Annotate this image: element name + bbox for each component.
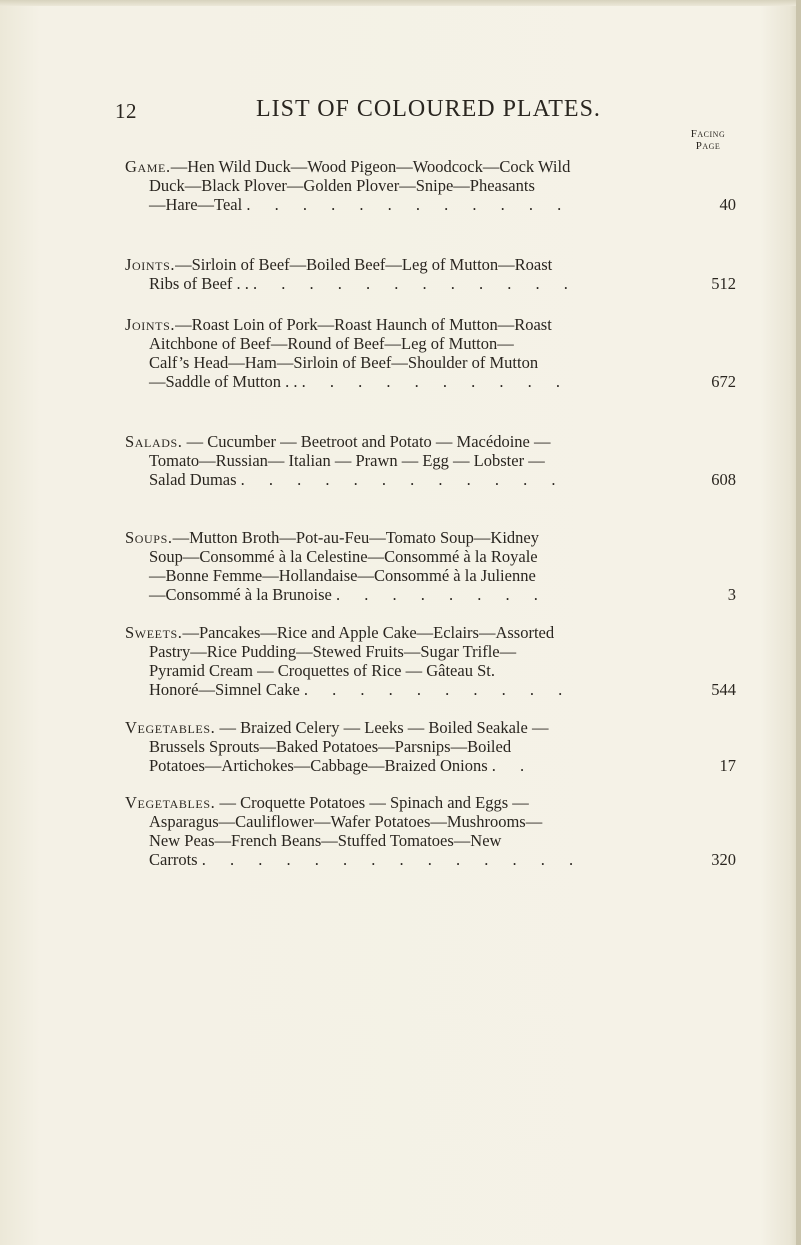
plate-entry-sweets [125, 623, 685, 699]
page-label: Page [695, 140, 721, 152]
entry-category: Joints. [125, 315, 176, 334]
plate-entry-salads [125, 432, 685, 489]
entry-text: —Pancakes—Rice and Apple Cake—Eclairs—Assorted [182, 623, 555, 642]
page-right-edge [796, 0, 801, 1245]
facing-page-number: 40 [719, 195, 736, 214]
entry-text: —Sirloin of Beef—Boiled Beef—Leg of Mutton—Roast [175, 255, 553, 274]
facing-page-number: 512 [711, 274, 736, 293]
entry-text: Soup—Consommé à la Celestine—Consommé à la Royale [149, 547, 538, 566]
entry-category: Vegetables. [125, 793, 216, 812]
leader-dots: . . . . . . . . [335, 585, 538, 604]
entry-text: Potatoes—Artichokes—Cabbage—Braized Onions [149, 756, 488, 775]
plate-entry-vegetables-2 [125, 793, 685, 869]
entry-text: — Braized Celery — Leeks — Boiled Seakale — [215, 718, 549, 737]
leader-dots: . . . . . . . . . . . . . . [201, 850, 574, 869]
facing-page-number: 608 [711, 470, 736, 489]
entry-text: — Cucumber — Beetroot and Potato — Macédoine — [182, 432, 551, 451]
page-title: LIST OF COLOURED PLATES. [256, 96, 601, 122]
leader-dots: . . . . . . . . . . . . [253, 274, 568, 293]
entry-text: —Hen Wild Duck—Wood Pigeon—Woodcock—Cock Wild [170, 157, 571, 176]
entry-text: Asparagus—Cauliflower—Wafer Potatoes—Mushrooms— [149, 812, 543, 831]
entry-text: Calf’s Head—Ham—Sirloin of Beef—Shoulder of Mutton [149, 353, 539, 372]
entry-text: —Roast Loin of Pork—Roast Haunch of Mutton—Roast [175, 315, 552, 334]
entry-text: — Croquette Potatoes — Spinach and Eggs — [215, 793, 529, 812]
entry-text: New Peas—French Beans—Stuffed Tomatoes—New [149, 831, 502, 850]
facing-page-number: 544 [711, 680, 736, 699]
entry-text: Pastry—Rice Pudding—Stewed Fruits—Sugar Trifle— [149, 642, 517, 661]
entry-category: Sweets. [125, 623, 183, 642]
facing-label: Facing [690, 128, 726, 140]
plate-entry-joints-2 [125, 315, 685, 391]
plate-entry-joints-1 [125, 255, 685, 293]
leader-dots: . . . . . . . . . . [301, 372, 560, 391]
leader-dots: . . . . . . . . . . . . [246, 195, 562, 214]
entry-category: Joints. [125, 255, 176, 274]
entry-text: Ribs of Beef . . [149, 274, 249, 293]
facing-page-heading [672, 128, 744, 152]
entry-text: —Bonne Femme—Hollandaise—Consommé à la Julienne [149, 566, 536, 585]
facing-page-number: 3 [727, 585, 736, 604]
facing-page-number: 320 [711, 850, 736, 869]
entry-category: Salads. [125, 432, 183, 451]
leader-dots: . . . . . . . . . . . . [240, 470, 556, 489]
entry-text: Salad Dumas [149, 470, 237, 489]
entry-text: —Mutton Broth—Pot-au-Feu—Tomato Soup—Kidney [172, 528, 540, 547]
entry-text: Tomato—Russian— Italian — Prawn — Egg — Lobster — [149, 451, 545, 470]
page-number: 12 [115, 99, 137, 123]
entry-text: Duck—Black Plover—Golden Plover—Snipe—Pheasants [149, 176, 535, 195]
plate-entry-soups [125, 528, 685, 604]
entry-category: Game. [125, 157, 171, 176]
leader-dots: . . . . . . . . . . [303, 680, 563, 699]
entry-category: Vegetables. [125, 718, 216, 737]
entry-text: Carrots [149, 850, 198, 869]
plate-entry-game [125, 157, 685, 214]
entry-text: —Consommé à la Brunoise [149, 585, 332, 604]
entry-category: Soups. [125, 528, 173, 547]
plate-entry-vegetables-1 [125, 718, 685, 775]
facing-page-number: 17 [719, 756, 736, 775]
facing-page-number: 672 [711, 372, 736, 391]
page-top-edge [0, 0, 801, 6]
entry-text: —Saddle of Mutton . . [149, 372, 298, 391]
entry-text: Pyramid Cream — Croquettes of Rice — Gâteau St. [149, 661, 495, 680]
entry-text: —Hare—Teal [149, 195, 243, 214]
entry-text: Brussels Sprouts—Baked Potatoes—Parsnips—Boiled [149, 737, 512, 756]
leader-dots: . . [491, 756, 525, 775]
entry-text: Honoré—Simnel Cake [149, 680, 300, 699]
entry-text: Aitchbone of Beef—Round of Beef—Leg of Mutton— [149, 334, 514, 353]
